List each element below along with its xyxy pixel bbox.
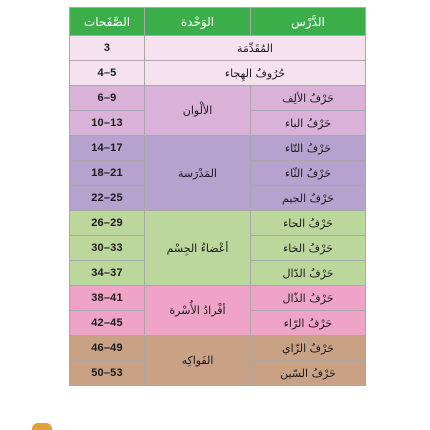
table-row: [70, 336, 366, 361]
unit-family: أفْرادُ الأُسْرة: [145, 286, 251, 336]
corner-decoration: [32, 423, 52, 430]
unit-fruits: الفَواكِه: [145, 336, 251, 386]
row-pages: 50–53: [70, 361, 145, 386]
table-row: [70, 211, 366, 236]
row-lesson: حُرُوفُ الهِجاء: [145, 61, 366, 86]
unit-colors: الألْوان: [145, 86, 251, 136]
row-pages: 38–41: [70, 286, 145, 311]
table-row: [70, 36, 366, 61]
row-lesson: حَرْفُ السّين: [251, 361, 366, 386]
table-row: [70, 286, 366, 311]
row-pages: 14–17: [70, 136, 145, 161]
unit-body: أعْضاءُ الجِسْم: [145, 211, 251, 286]
row-lesson: حَرْفُ الرّاء: [251, 311, 366, 336]
row-pages: 30–33: [70, 236, 145, 261]
table-row: [70, 61, 366, 86]
row-pages: 10–13: [70, 111, 145, 136]
row-lesson: حَرْفُ الثّاء: [251, 161, 366, 186]
row-lesson: حَرْفُ الجيم: [251, 186, 366, 211]
row-pages: 18–21: [70, 161, 145, 186]
row-pages: 3: [70, 36, 145, 61]
row-lesson: حَرْفُ الدّال: [251, 261, 366, 286]
row-lesson: حَرْفُ الذّال: [251, 286, 366, 311]
row-lesson: المُقَدِّمَة: [145, 36, 366, 61]
row-lesson: حَرْفُ الباء: [251, 111, 366, 136]
row-pages: 4–5: [70, 61, 145, 86]
row-pages: 46–49: [70, 336, 145, 361]
row-pages: 6–9: [70, 86, 145, 111]
table-row: [70, 86, 366, 111]
header-lesson: الدَّرْس: [251, 8, 366, 36]
row-pages: 22–25: [70, 186, 145, 211]
header-pages: الصَّفَحات: [70, 8, 145, 36]
row-lesson: حَرْفُ الخاء: [251, 236, 366, 261]
table-row: [70, 136, 366, 161]
header-unit: الوَحْدة: [145, 8, 251, 36]
header-row: [70, 8, 366, 36]
row-lesson: حَرْفُ الحاء: [251, 211, 366, 236]
row-lesson: حَرْفُ الألِف: [251, 86, 366, 111]
row-lesson: حَرْفُ التّاء: [251, 136, 366, 161]
row-pages: 42–45: [70, 311, 145, 336]
row-pages: 34–37: [70, 261, 145, 286]
row-lesson: حَرْفُ الزّاي: [251, 336, 366, 361]
unit-school: المَدْرَسة: [145, 136, 251, 211]
table-of-contents: [69, 7, 366, 386]
row-pages: 26–29: [70, 211, 145, 236]
